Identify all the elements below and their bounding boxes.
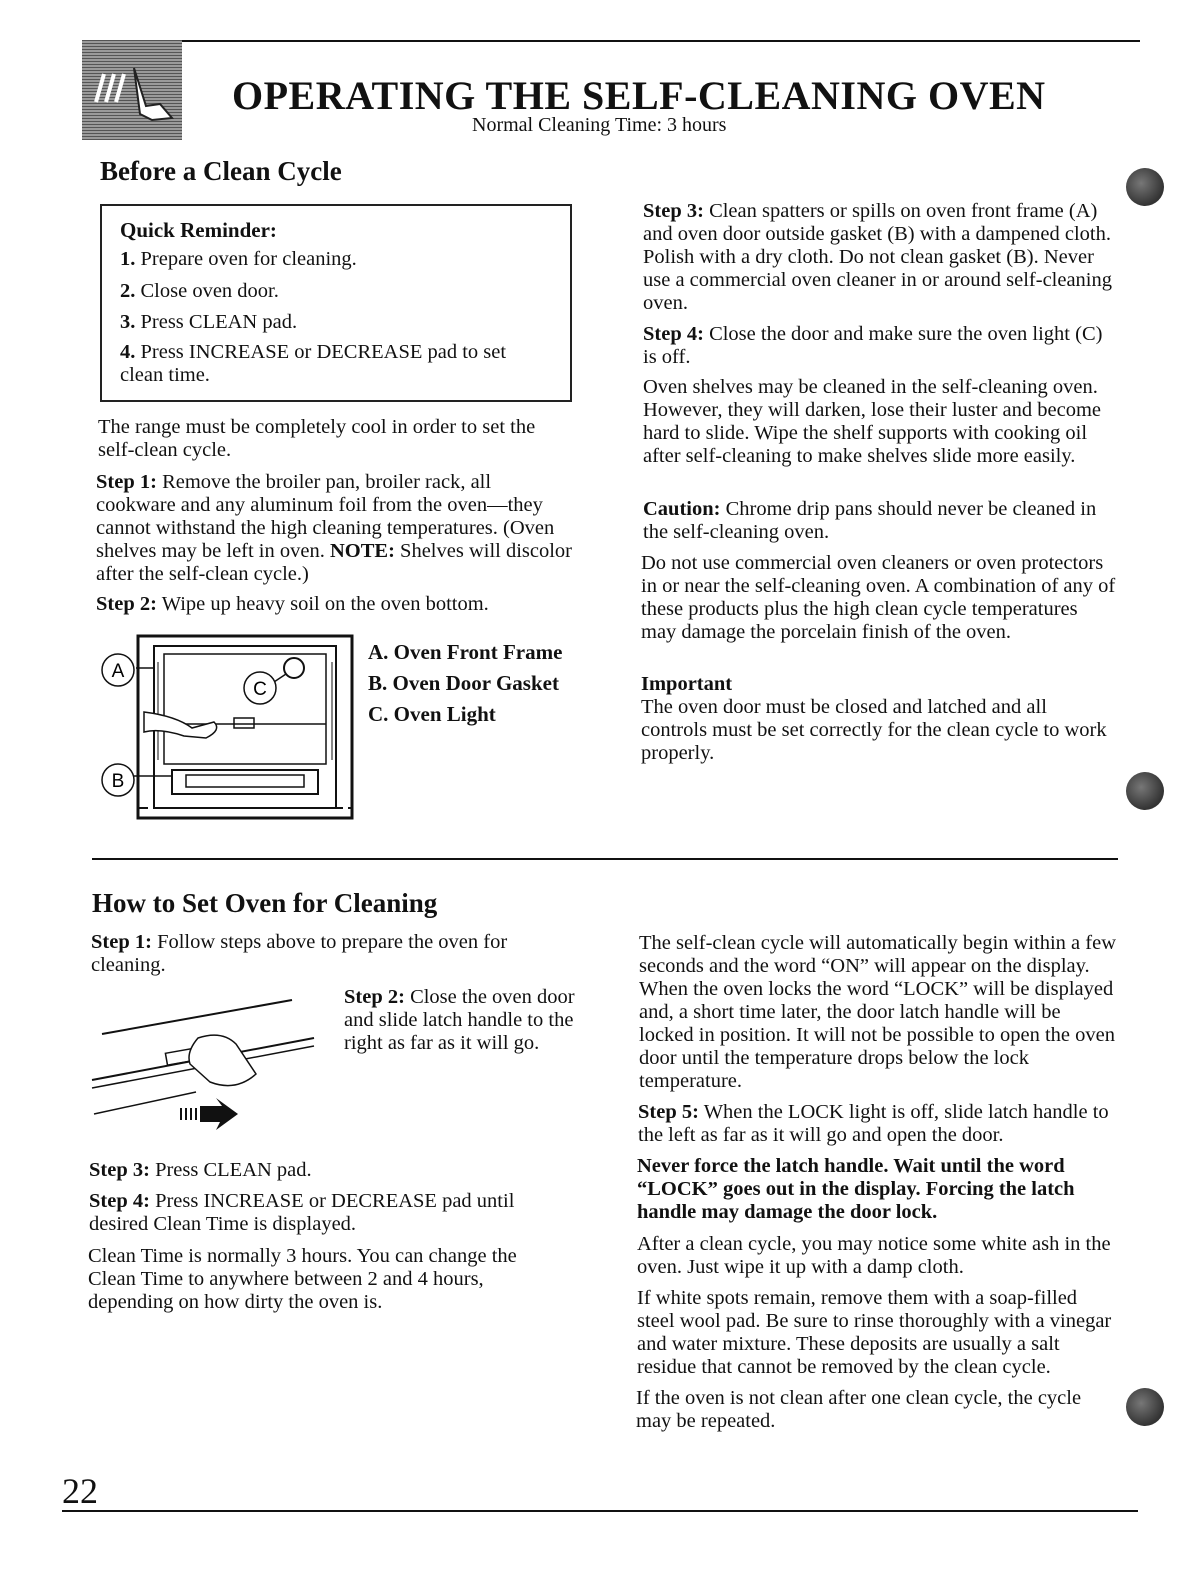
quick-reminder-box <box>100 204 572 402</box>
quick-reminder-title: Quick Reminder: <box>120 218 277 242</box>
callout-a: A <box>111 661 125 682</box>
important-heading: Important <box>641 673 733 695</box>
reminder-item: 3. Press CLEAN pad. <box>120 311 298 333</box>
page-number: 22 <box>62 1471 98 1511</box>
before-heading: Before a Clean Cycle <box>100 156 342 186</box>
margin-dot-icon <box>1126 772 1164 810</box>
shelves-text: Oven shelves may be cleaned in the self-cleaning oven. However, they will darken, lose their luster and become hard to slide. Wipe the shelf supports with cooking oil after self-cleaning to make shelves slide more easily. <box>643 376 1101 467</box>
reminder-item: 2. Close oven door. <box>120 280 279 302</box>
howto-step3: Step 3: Press CLEAN pad. <box>89 1159 312 1181</box>
reminder-item: 4. Press INCREASE or DECREASE pad to set clean time. <box>120 341 507 386</box>
page-title: OPERATING THE SELF-CLEANING OVEN <box>232 73 1046 118</box>
howto-step1: Step 1: Follow steps above to prepare the oven for cleaning. <box>91 931 508 976</box>
before-step1: Step 1: Remove the broiler pan, broiler rack, all cookware and any aluminum foil from the oven—they cannot withstand the high cleaning temperatures. (Oven shelves may be left in oven. NOTE: Shelves will discolor after the self-clean cycle.) <box>96 471 573 585</box>
reminder-item: 1. Prepare oven for cleaning. <box>120 248 357 270</box>
section-logo-icon <box>82 40 182 140</box>
never-force-warning: Never force the latch handle. Wait until the word “LOCK” goes out in the display. Forcing the latch handle may damage the door lock. <box>637 1155 1075 1223</box>
white-spots-text: If white spots remain, remove them with a soap-filled steel wool pad. Be sure to rinse thoroughly with a vinegar and water mixture. These deposits are usually a salt residue that cannot be removed by the clean cycle. <box>637 1287 1112 1378</box>
callout-c: C <box>253 679 267 700</box>
oven-front-illustration <box>96 632 364 822</box>
before-step4: Step 4: Close the door and make sure the oven light (C) is off. <box>643 323 1103 368</box>
before-step3: Step 3: Clean spatters or spills on oven front frame (A) and oven door outside gasket (B) with a dampened cloth. Polish with a dry cloth. Do not clean gasket (B). Never use a commercial oven cleaner in or around self-cleaning oven. <box>643 200 1113 314</box>
important-text: The oven door must be closed and latched and all controls must be set correctly for the clean cycle to work properly. <box>641 696 1107 764</box>
before-step2: Step 2: Wipe up heavy soil on the oven bottom. <box>96 593 489 615</box>
arrow-right-icon <box>180 1098 238 1130</box>
callout-b: B <box>111 771 125 792</box>
auto-text: The self-clean cycle will automatically begin within a few seconds and the word “ON” will appear on the display. When the oven locks the word “LOCK” will be displayed and, a short time later, the door latch handle will be locked in position. It will not be possible to open the oven door until the temperature drops below the lock temperature. <box>639 932 1117 1092</box>
caution-text: Caution: Chrome drip pans should never be cleaned in the self-cleaning oven. <box>643 498 1097 543</box>
latch-handle-illustration <box>86 994 336 1130</box>
margin-dot-icon <box>1126 1388 1164 1426</box>
intro-text: The range must be completely cool in order to set the self-clean cycle. <box>98 416 536 461</box>
margin-dot-icon <box>1126 168 1164 206</box>
howto-step5: Step 5: When the LOCK light is off, slide latch handle to the left as far as it will go and open the door. <box>638 1101 1109 1146</box>
legend-door-gasket: B. Oven Door Gasket <box>368 671 559 695</box>
repeat-text: If the oven is not clean after one clean cycle, the cycle may be repeated. <box>636 1387 1082 1432</box>
mid-rule <box>92 858 1118 860</box>
howto-step4: Step 4: Press INCREASE or DECREASE pad until desired Clean Time is displayed. <box>89 1190 515 1235</box>
legend-front-frame: A. Oven Front Frame <box>368 640 563 664</box>
legend-oven-light: C. Oven Light <box>368 702 496 726</box>
cleantime-text: Clean Time is normally 3 hours. You can change the Clean Time to anywhere between 2 and 4 hours, depending on how dirty the oven is. <box>88 1245 517 1313</box>
bottom-rule <box>62 1510 1138 1512</box>
top-rule <box>150 40 1140 42</box>
howto-heading: How to Set Oven for Cleaning <box>92 888 438 918</box>
after-text: After a clean cycle, you may notice some white ash in the oven. Just wipe it up with a damp cloth. <box>637 1233 1111 1278</box>
howto-step2: Step 2: Close the oven door and slide latch handle to the right as far as it will go. <box>344 986 575 1054</box>
donot-text: Do not use commercial oven cleaners or oven protectors in or near the self-cleaning oven. A combination of any of these products plus the high clean cycle temperatures may damage the porcelain finish of the oven. <box>641 552 1116 643</box>
page-subtitle: Normal Cleaning Time: 3 hours <box>472 114 727 136</box>
